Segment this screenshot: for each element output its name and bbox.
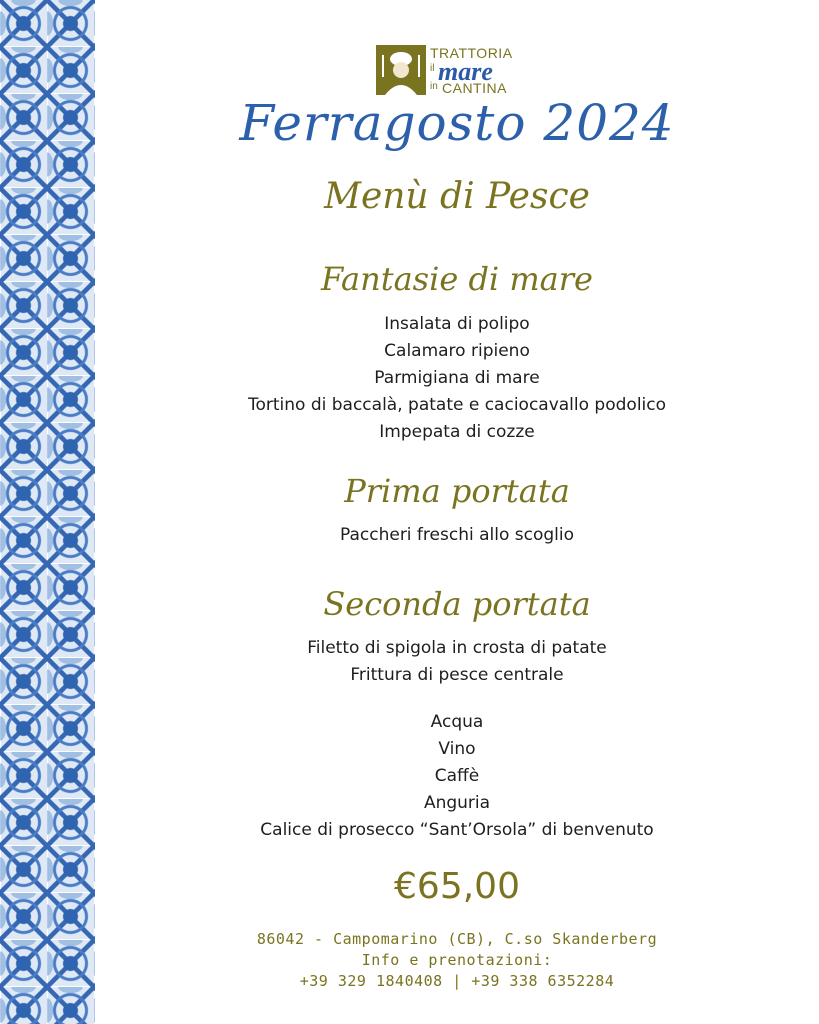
section-items-secondo [95,635,819,689]
footer-phone-numbers: +39 329 1840408 | +39 338 6352284 [299,972,615,990]
logo-trattoria-text: TRATTORIA [430,45,513,61]
menu-item: Filetto di spigola in crosta di patate [307,638,607,658]
menu-item: Calamaro ripieno [384,341,530,361]
logo-mare-text: mare [438,57,493,86]
restaurant-logo [376,45,526,97]
section-title-antipasti: Fantasie di mare [321,260,593,298]
menu-item: Tortino di baccalà, patate e caciocavallo podolico [247,395,667,415]
extras-list [95,709,819,844]
section-title-primo: Prima portata [344,472,570,510]
footer-contact [95,929,819,992]
menu-item: Impepata di cozze [379,422,535,442]
extra-item: Acqua [430,712,484,732]
menu-item: Parmigiana di mare [374,368,540,388]
extra-item: Calice di prosecco “Sant’Orsola” di benvenuto [260,820,654,840]
page-title: Ferragosto 2024 [239,94,675,152]
menu-item: Frittura di pesce centrale [350,665,564,685]
menu-price: €65,00 [394,866,520,907]
menu-item: Insalata di polipo [384,314,530,334]
logo-cantina-text: CANTINA [442,80,507,96]
section-items-primo [95,522,819,549]
section-title-secondo: Seconda portata [323,585,591,623]
decorative-tile-border [0,0,95,1024]
extra-item: Caffè [434,766,480,786]
logo-il-text: il [430,63,435,74]
extra-item: Vino [438,739,476,759]
footer-info-label: Info e prenotazioni: [361,951,553,969]
footer-address: 86042 - Campomarino (CB), C.so Skanderberg [256,930,658,948]
menu-item: Paccheri freschi allo scoglio [339,525,575,545]
chef-logo-icon [376,45,426,95]
section-items-antipasti [95,311,819,446]
menu-subtitle: Menù di Pesce [324,176,590,217]
logo-in-text: in [430,81,438,92]
extra-item: Anguria [423,793,491,813]
